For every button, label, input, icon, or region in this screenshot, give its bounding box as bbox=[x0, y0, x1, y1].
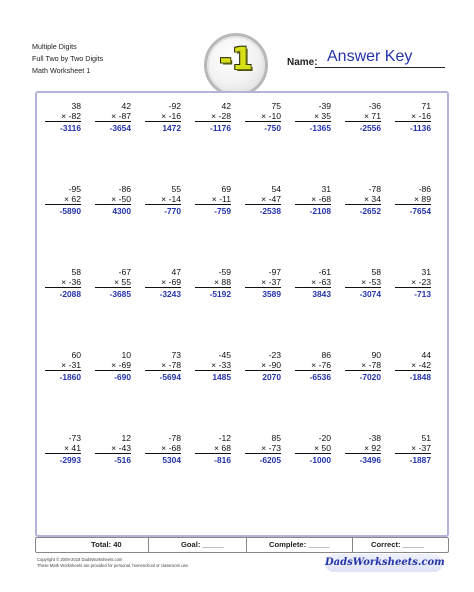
problem-answer: -6536 bbox=[309, 372, 331, 382]
problem-answer: -1887 bbox=[409, 455, 431, 465]
problem-rule bbox=[95, 121, 131, 122]
problem-multiplicand: -45 bbox=[218, 350, 231, 360]
multiplication-problem bbox=[145, 101, 181, 133]
footer-divider bbox=[246, 538, 247, 552]
problem-multiplicand: 85 bbox=[271, 433, 281, 443]
problem-rule bbox=[95, 287, 131, 288]
problem-answer: 4300 bbox=[112, 206, 131, 216]
problem-rule bbox=[245, 370, 281, 371]
problems-grid bbox=[43, 101, 443, 516]
problem-rule bbox=[245, 287, 281, 288]
problem-multiplicand: 90 bbox=[371, 350, 381, 360]
problem-multiplicand: 31 bbox=[421, 267, 431, 277]
problem-multiplier: × 62 bbox=[64, 194, 81, 204]
problem-answer: 3843 bbox=[312, 289, 331, 299]
problem-multiplier: × -42 bbox=[411, 360, 431, 370]
problem-multiplicand: -20 bbox=[318, 433, 331, 443]
problem-rule bbox=[195, 204, 231, 205]
problem-multiplier: × -16 bbox=[411, 111, 431, 121]
problem-rule bbox=[45, 453, 81, 454]
problem-multiplier: × -82 bbox=[61, 111, 81, 121]
problem-multiplier: × -78 bbox=[361, 360, 381, 370]
problem-answer: -2652 bbox=[359, 206, 381, 216]
multiplication-problem bbox=[195, 267, 231, 299]
problem-rule bbox=[145, 204, 181, 205]
problem-answer: -1848 bbox=[409, 372, 431, 382]
multiplication-problem bbox=[345, 267, 381, 299]
problem-answer: -5694 bbox=[159, 372, 181, 382]
problem-multiplier: × 88 bbox=[214, 277, 231, 287]
problem-rule bbox=[295, 287, 331, 288]
multiplication-problem bbox=[195, 433, 231, 465]
problem-multiplier: × 50 bbox=[314, 443, 331, 453]
problem-multiplier: × -90 bbox=[261, 360, 281, 370]
problem-multiplier: × -11 bbox=[211, 194, 231, 204]
problem-multiplier: × -69 bbox=[111, 360, 131, 370]
multiplication-problem bbox=[95, 184, 131, 216]
problem-row bbox=[43, 267, 443, 350]
problem-answer: 2070 bbox=[262, 372, 281, 382]
problem-multiplicand: 10 bbox=[121, 350, 131, 360]
problem-answer: -7654 bbox=[409, 206, 431, 216]
problem-row bbox=[43, 433, 443, 516]
problem-multiplier: × 41 bbox=[64, 443, 81, 453]
problem-answer: -3654 bbox=[109, 123, 131, 133]
problem-multiplicand: -67 bbox=[118, 267, 131, 277]
multiplication-problem bbox=[245, 267, 281, 299]
problem-multiplicand: 69 bbox=[221, 184, 231, 194]
problem-rule bbox=[45, 121, 81, 122]
problem-answer: -770 bbox=[164, 206, 181, 216]
answer-key-label: Answer Key bbox=[327, 48, 413, 65]
problem-multiplicand: 44 bbox=[421, 350, 431, 360]
worksheet-title-block bbox=[32, 41, 103, 77]
problem-multiplier: × -53 bbox=[361, 277, 381, 287]
problem-answer: -3685 bbox=[109, 289, 131, 299]
multiplication-problem bbox=[195, 350, 231, 382]
problem-multiplicand: -12 bbox=[218, 433, 231, 443]
problems-panel bbox=[35, 91, 449, 537]
problem-rule bbox=[345, 121, 381, 122]
problem-multiplicand: -95 bbox=[68, 184, 81, 194]
problem-answer: -2993 bbox=[59, 455, 81, 465]
multiplication-problem bbox=[95, 350, 131, 382]
multiplication-problem bbox=[95, 101, 131, 133]
problem-multiplicand: 54 bbox=[271, 184, 281, 194]
problem-rule bbox=[245, 121, 281, 122]
problem-multiplicand: 60 bbox=[71, 350, 81, 360]
multiplication-problem bbox=[45, 267, 81, 299]
correct-field: Correct: _____ bbox=[371, 540, 424, 549]
problem-answer: -7020 bbox=[359, 372, 381, 382]
worksheet-header bbox=[22, 24, 454, 96]
problem-answer: -5890 bbox=[59, 206, 81, 216]
problem-multiplicand: -61 bbox=[318, 267, 331, 277]
title-line-2: Full Two by Two Digits bbox=[32, 54, 104, 63]
problem-rule bbox=[345, 204, 381, 205]
problem-answer: -3074 bbox=[359, 289, 381, 299]
problem-multiplicand: -38 bbox=[368, 433, 381, 443]
problem-row bbox=[43, 184, 443, 267]
problem-rule bbox=[95, 370, 131, 371]
problem-answer: -5192 bbox=[209, 289, 231, 299]
problem-answer: -2538 bbox=[259, 206, 281, 216]
multiplication-problem bbox=[195, 184, 231, 216]
problem-multiplicand: -73 bbox=[68, 433, 81, 443]
multiplication-problem bbox=[345, 433, 381, 465]
problem-rule bbox=[195, 453, 231, 454]
problem-multiplier: × -76 bbox=[311, 360, 331, 370]
problem-multiplicand: 42 bbox=[121, 101, 131, 111]
problem-multiplier: × -33 bbox=[211, 360, 231, 370]
complete-field: Complete: _____ bbox=[269, 540, 330, 549]
multiplication-problem bbox=[245, 184, 281, 216]
problem-multiplicand: 42 bbox=[221, 101, 231, 111]
problem-multiplicand: -36 bbox=[368, 101, 381, 111]
problem-multiplier: × 55 bbox=[114, 277, 131, 287]
multiplication-problem bbox=[245, 350, 281, 382]
problem-answer: -690 bbox=[114, 372, 131, 382]
problem-row bbox=[43, 101, 443, 184]
problem-multiplier: × -68 bbox=[311, 194, 331, 204]
problem-multiplier: × -36 bbox=[61, 277, 81, 287]
problem-rule bbox=[395, 121, 431, 122]
multiplication-problem bbox=[195, 101, 231, 133]
problem-multiplicand: 71 bbox=[421, 101, 431, 111]
problem-multiplicand: -59 bbox=[218, 267, 231, 277]
multiplication-problem bbox=[45, 433, 81, 465]
multiplication-problem bbox=[245, 433, 281, 465]
problem-multiplier: × -63 bbox=[311, 277, 331, 287]
problem-multiplier: × -16 bbox=[161, 111, 181, 121]
problem-multiplier: × 35 bbox=[314, 111, 331, 121]
problem-answer: -2108 bbox=[309, 206, 331, 216]
problem-multiplier: × 34 bbox=[364, 194, 381, 204]
problem-multiplier: × -73 bbox=[261, 443, 281, 453]
problem-answer: -516 bbox=[114, 455, 131, 465]
problem-row bbox=[43, 350, 443, 433]
multiplication-problem bbox=[295, 267, 331, 299]
problem-multiplicand: 86 bbox=[321, 350, 331, 360]
problem-multiplier: × -14 bbox=[161, 194, 181, 204]
problem-answer: -3116 bbox=[60, 123, 81, 133]
problem-rule bbox=[95, 204, 131, 205]
problem-rule bbox=[195, 121, 231, 122]
multiplication-problem bbox=[145, 433, 181, 465]
problem-multiplicand: 47 bbox=[171, 267, 181, 277]
problem-multiplicand: 58 bbox=[371, 267, 381, 277]
worksheet bbox=[22, 24, 454, 576]
multiplication-problem bbox=[345, 184, 381, 216]
copyright-line-1: Copyright © 2008-2018 DadsWorksheets.com bbox=[37, 557, 123, 562]
multiplication-problem bbox=[395, 350, 431, 382]
problem-rule bbox=[95, 453, 131, 454]
multiplication-problem bbox=[295, 433, 331, 465]
problem-multiplier: × -68 bbox=[161, 443, 181, 453]
problem-rule bbox=[395, 370, 431, 371]
problem-multiplicand: -78 bbox=[368, 184, 381, 194]
problem-rule bbox=[295, 453, 331, 454]
multiplication-problem bbox=[395, 433, 431, 465]
problem-multiplier: × -37 bbox=[261, 277, 281, 287]
problem-answer: -3243 bbox=[159, 289, 181, 299]
problem-rule bbox=[345, 453, 381, 454]
problem-multiplier: × 92 bbox=[364, 443, 381, 453]
level-badge bbox=[204, 33, 268, 97]
problem-multiplier: × 71 bbox=[364, 111, 381, 121]
problem-rule bbox=[395, 204, 431, 205]
problem-answer: -1176 bbox=[210, 123, 231, 133]
name-label: Name: bbox=[287, 57, 318, 68]
problem-multiplicand: 12 bbox=[121, 433, 131, 443]
problem-multiplicand: -97 bbox=[268, 267, 281, 277]
problem-multiplier: × -28 bbox=[211, 111, 231, 121]
problem-rule bbox=[145, 453, 181, 454]
problem-rule bbox=[395, 453, 431, 454]
problem-multiplicand: 58 bbox=[71, 267, 81, 277]
multiplication-problem bbox=[295, 101, 331, 133]
problem-answer: -6205 bbox=[259, 455, 281, 465]
problem-rule bbox=[45, 287, 81, 288]
name-line bbox=[315, 67, 445, 68]
problem-multiplicand: 38 bbox=[71, 101, 81, 111]
multiplication-problem bbox=[295, 350, 331, 382]
problem-answer: 1472 bbox=[162, 123, 181, 133]
problem-answer: -1136 bbox=[410, 123, 431, 133]
problem-answer: 3589 bbox=[262, 289, 281, 299]
site-logo: DadsWorksheets.com bbox=[325, 554, 443, 572]
problem-answer: 5304 bbox=[162, 455, 181, 465]
goal-field: Goal: _____ bbox=[181, 540, 224, 549]
problem-answer: -759 bbox=[214, 206, 231, 216]
multiplication-problem bbox=[145, 350, 181, 382]
problem-rule bbox=[295, 121, 331, 122]
footer-divider bbox=[148, 538, 149, 552]
problem-answer: -1365 bbox=[309, 123, 331, 133]
multiplication-problem bbox=[45, 184, 81, 216]
problem-rule bbox=[145, 370, 181, 371]
problem-multiplier: × -43 bbox=[111, 443, 131, 453]
title-line-3: Math Worksheet 1 bbox=[32, 66, 91, 75]
problem-multiplicand: -39 bbox=[318, 101, 331, 111]
problem-multiplicand: -86 bbox=[418, 184, 431, 194]
total-count: Total: 40 bbox=[91, 540, 122, 549]
multiplication-problem bbox=[145, 267, 181, 299]
problem-multiplicand: -78 bbox=[168, 433, 181, 443]
problem-multiplicand: 51 bbox=[421, 433, 431, 443]
problem-multiplicand: -92 bbox=[168, 101, 181, 111]
problem-multiplicand: 55 bbox=[171, 184, 181, 194]
problem-multiplier: × -87 bbox=[111, 111, 131, 121]
footer-divider bbox=[352, 538, 353, 552]
multiplication-problem bbox=[95, 267, 131, 299]
problem-answer: -2088 bbox=[59, 289, 81, 299]
level-badge-text: -1 bbox=[219, 42, 253, 77]
problem-multiplier: × -50 bbox=[111, 194, 131, 204]
problem-multiplicand: 73 bbox=[171, 350, 181, 360]
problem-multiplier: × 89 bbox=[414, 194, 431, 204]
problem-multiplier: × -10 bbox=[261, 111, 281, 121]
problem-multiplier: × -37 bbox=[411, 443, 431, 453]
problem-multiplicand: 31 bbox=[321, 184, 331, 194]
multiplication-problem bbox=[45, 350, 81, 382]
problem-rule bbox=[345, 370, 381, 371]
problem-rule bbox=[295, 370, 331, 371]
multiplication-problem bbox=[345, 350, 381, 382]
score-footer bbox=[35, 537, 449, 553]
problem-multiplier: × -23 bbox=[411, 277, 431, 287]
multiplication-problem bbox=[245, 101, 281, 133]
copyright-line-2: These Math Worksheets are provided for personal, homeschool or classroom use. bbox=[37, 563, 190, 568]
problem-answer: -816 bbox=[214, 455, 231, 465]
problem-rule bbox=[245, 453, 281, 454]
multiplication-problem bbox=[345, 101, 381, 133]
problem-multiplier: × -69 bbox=[161, 277, 181, 287]
problem-rule bbox=[395, 287, 431, 288]
problem-answer: -2556 bbox=[359, 123, 381, 133]
problem-multiplicand: -86 bbox=[118, 184, 131, 194]
problem-answer: -3496 bbox=[359, 455, 381, 465]
problem-answer: -713 bbox=[414, 289, 431, 299]
problem-answer: -1000 bbox=[309, 455, 331, 465]
problem-multiplier: × -47 bbox=[261, 194, 281, 204]
problem-rule bbox=[45, 370, 81, 371]
problem-rule bbox=[195, 370, 231, 371]
multiplication-problem bbox=[295, 184, 331, 216]
copyright-block bbox=[37, 557, 189, 569]
multiplication-problem bbox=[145, 184, 181, 216]
problem-rule bbox=[345, 287, 381, 288]
problem-answer: -750 bbox=[264, 123, 281, 133]
problem-multiplicand: -23 bbox=[268, 350, 281, 360]
problem-multiplier: × -78 bbox=[161, 360, 181, 370]
problem-rule bbox=[145, 287, 181, 288]
multiplication-problem bbox=[395, 101, 431, 133]
problem-multiplicand: 75 bbox=[271, 101, 281, 111]
multiplication-problem bbox=[395, 184, 431, 216]
problem-multiplier: × -31 bbox=[61, 360, 81, 370]
multiplication-problem bbox=[395, 267, 431, 299]
problem-rule bbox=[45, 204, 81, 205]
problem-rule bbox=[195, 287, 231, 288]
title-line-1: Multiple Digits bbox=[32, 42, 77, 51]
problem-rule bbox=[295, 204, 331, 205]
problem-answer: -1860 bbox=[59, 372, 81, 382]
problem-answer: 1485 bbox=[212, 372, 231, 382]
multiplication-problem bbox=[45, 101, 81, 133]
multiplication-problem bbox=[95, 433, 131, 465]
problem-rule bbox=[145, 121, 181, 122]
problem-multiplier: × 68 bbox=[214, 443, 231, 453]
problem-rule bbox=[245, 204, 281, 205]
